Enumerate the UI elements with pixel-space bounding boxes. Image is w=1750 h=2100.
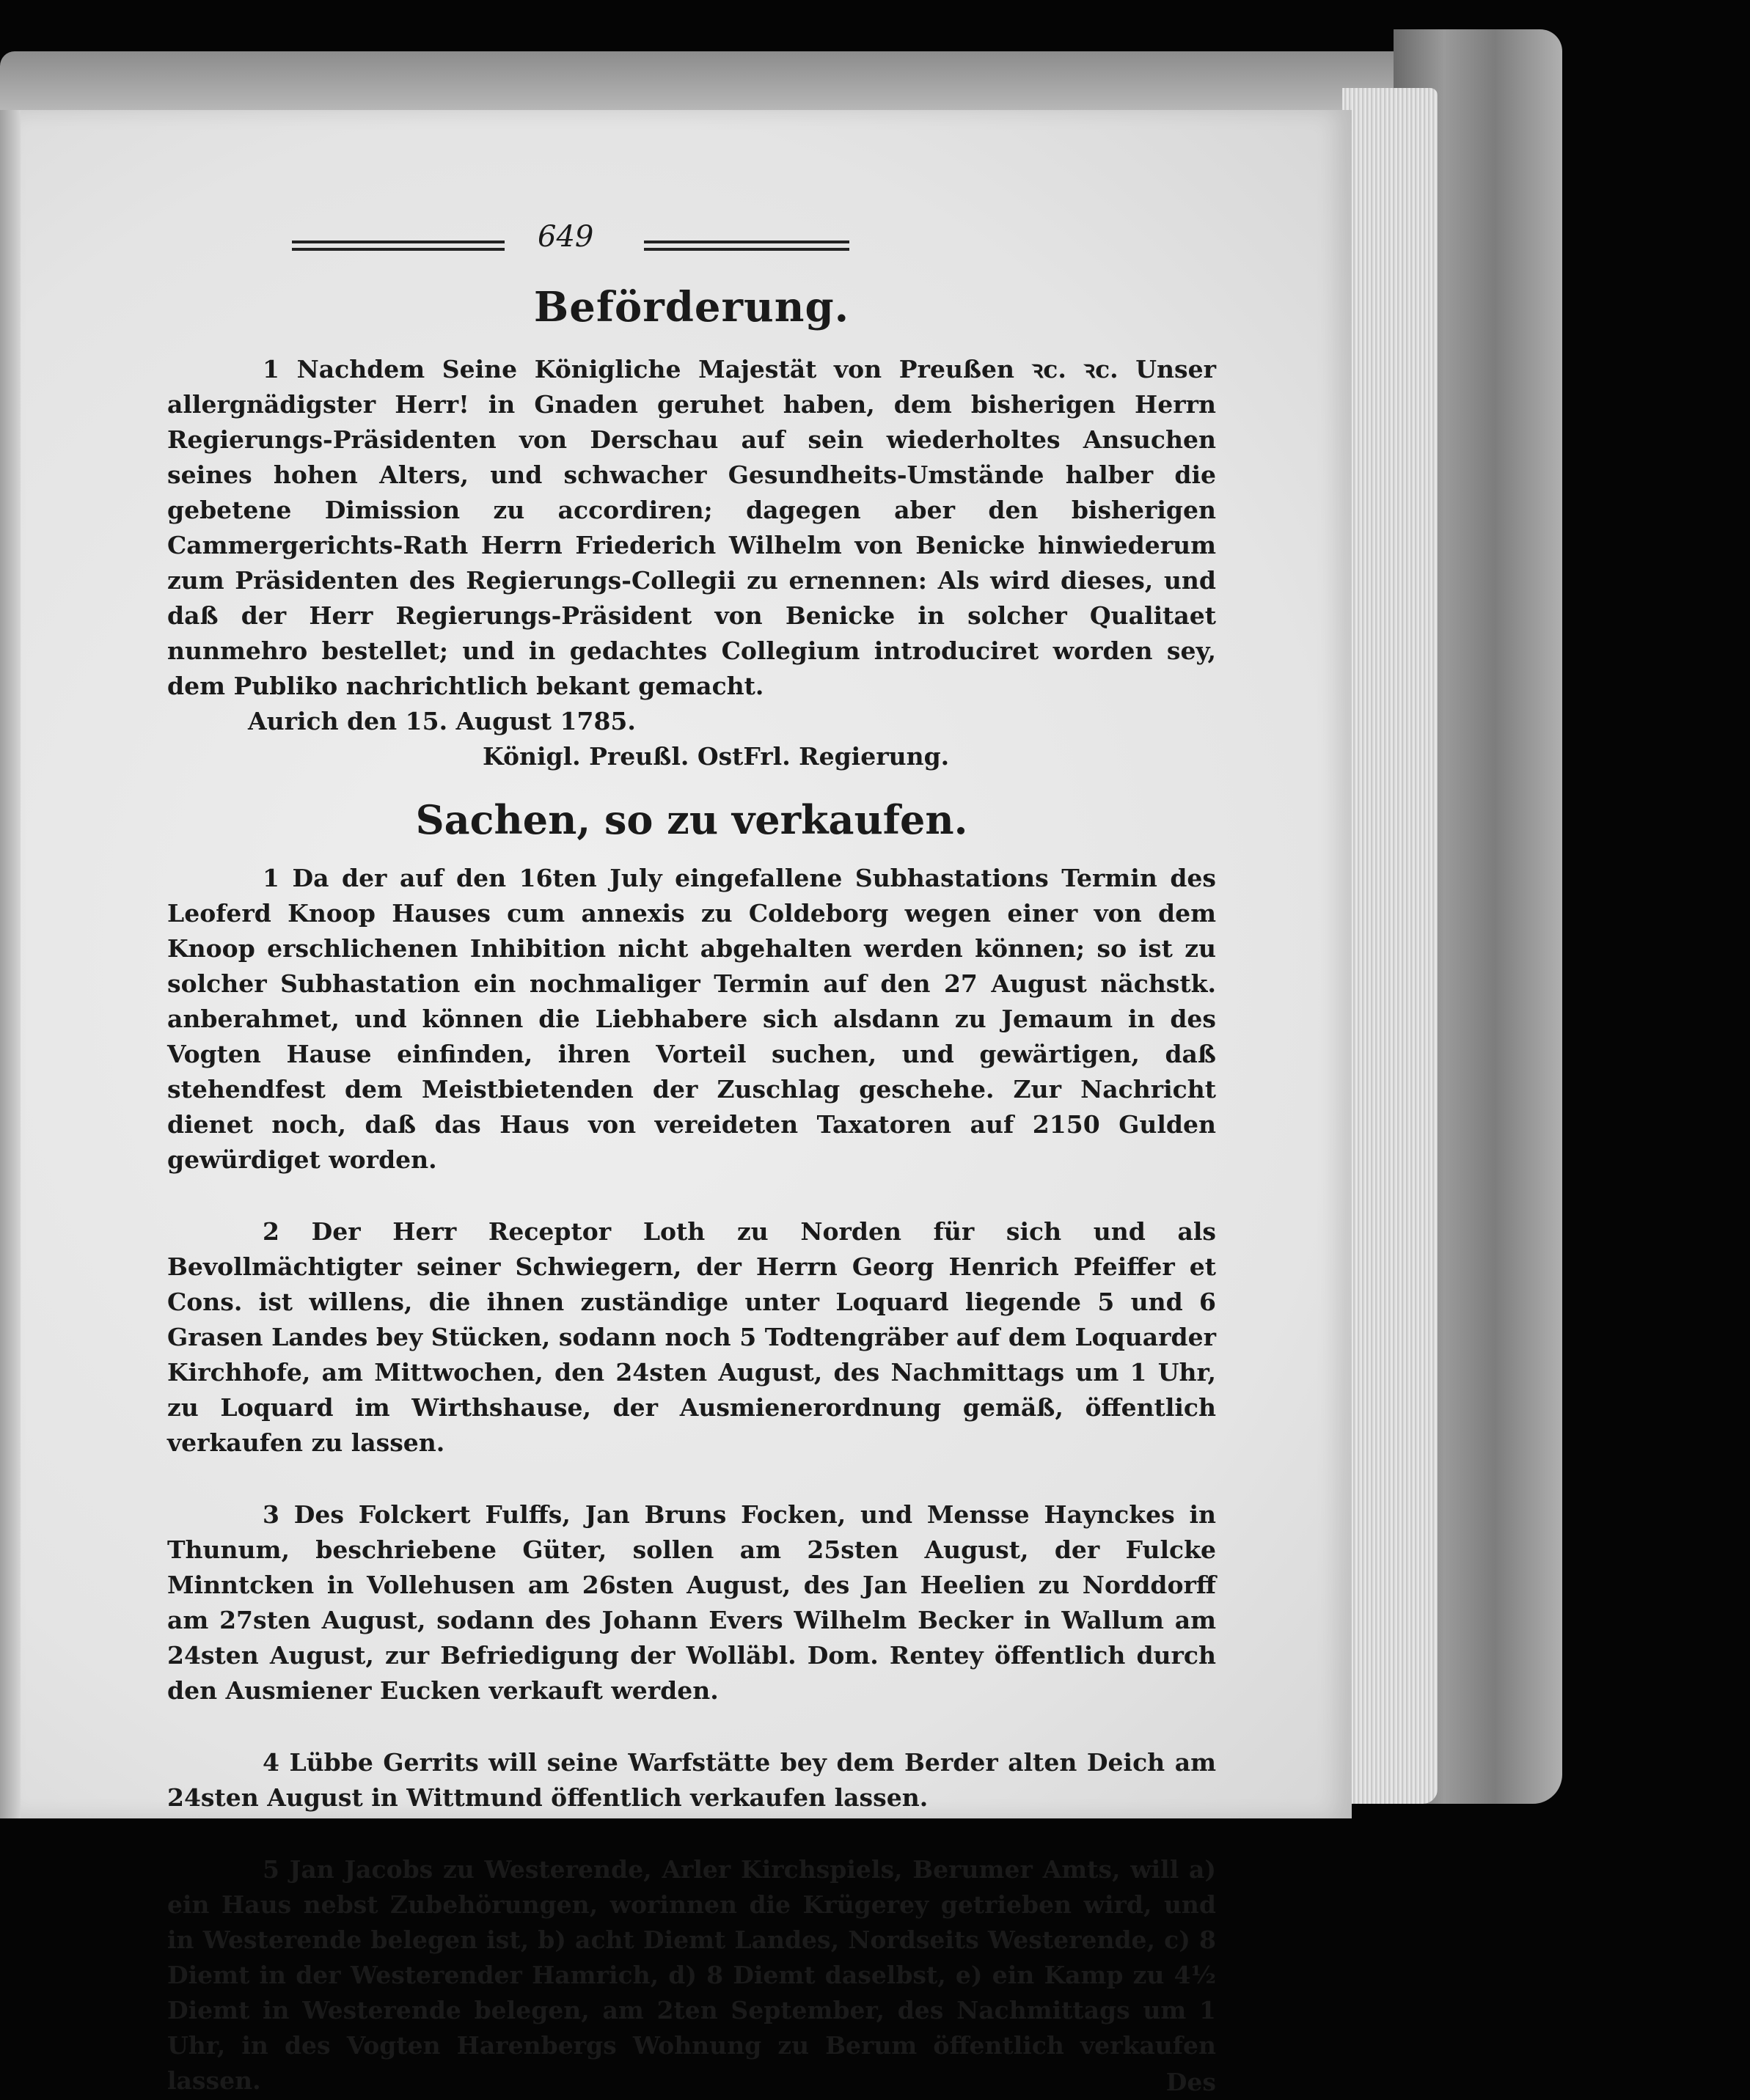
sale-item-1: 1 Da der auf den 16ten July eingefallene Subhastations Termin des Leoferd Knoop Hauses cum annexis zu Coldeborg wegen einer von dem Knoop erschlichenen Inhibition nicht abgehalten werden können; so ist zu solcher Subhastation ein nochmaliger Termin auf den 27 August nächstk. anberahmet, und können die Liebhabere sich alsdann zu Jemaum in des Vogten Hause einfinden, ihren Vorteil suchen, und gewärtigen, daß stehendfest dem Meistbietenden der Zuschlag geschehe. Zur Nachricht dienet noch, daß das Haus von vereideten Taxatoren auf 2150 Gulden gewürdiget worden. — [167, 864, 1216, 1174]
section-title-befoerderung: Beförderung. — [533, 283, 850, 331]
header-rule-right — [644, 241, 849, 251]
catchword: Des — [1165, 2068, 1216, 2096]
sale-item-5: 5 Jan Jacobs zu Westerende, Arler Kirchspiels, Berumer Amts, will a) ein Haus nebst Zubehörungen, worinnen die Krügerey getrieben wird, und in Westerende belegen ist, b) acht Diemt Landes, Nordseits Westerende, c) 8 Diemt in der Westerender Hamrich, d) 8 Diemt daselbst, e) ein Kamp zu 4½ Diemt in Westerende belegen, am 2ten September, des Nachmittags um 1 Uhr, in des Vogten Harenbergs Wohnung zu Berum öffentlich verkaufen lassen. — [167, 1855, 1216, 2095]
page-stack-edges — [1342, 88, 1438, 1804]
header-rule-left — [292, 241, 505, 251]
page-number: 649 — [538, 220, 594, 254]
page — [21, 110, 1352, 2096]
left-page-edge — [0, 110, 22, 1818]
sale-item-4: 4 Lübbe Gerrits will seine Warfstätte bey dem Berder alten Deich am 24sten August in Wittmund öffentlich verkaufen lassen. — [167, 1748, 1216, 1812]
announcement-authority: Königl. Preußl. OstFrl. Regierung. — [483, 742, 950, 771]
page-content — [167, 213, 1216, 2100]
page-header — [292, 213, 1099, 271]
section-title-sachen: Sachen, so zu verkaufen. — [415, 796, 968, 843]
book-cover-top — [0, 51, 1540, 117]
sale-item-3: 3 Des Folckert Fulffs, Jan Bruns Focken, und Mensse Haynckes in Thunum, beschriebene Güter, sollen am 25sten August, der Fulcke Minntcken in Vollehusen am 26sten August, des Jan Heelien zu Norddorff am 27sten August, sodann des Johann Evers Wilhelm Becker in Wallum am 24sten August, zur Befriedigung der Wolläbl. Dom. Rentey öffentlich durch den Ausmiener Eucken verkauft werden. — [167, 1500, 1216, 1705]
announcement-date: Aurich den 15. August 1785. — [248, 707, 636, 735]
sale-item-2: 2 Der Herr Receptor Loth zu Norden für sich und als Bevollmächtigter seiner Schwiegern, der Herrn Georg Henrich Pfeiffer et Cons. ist willens, die ihnen zuständige unter Loquard liegende 5 und 6 Grasen Landes bey Stücken, sodann noch 5 Todtengräber auf dem Loquarder Kirchhofe, am Mittwochen, den 24sten August, des Nachmittags um 1 Uhr, zu Loquard im Wirthshause, der Ausmienerordnung gemäß, öffentlich verkaufen zu lassen. — [167, 1217, 1216, 1457]
announcement-paragraph: 1 Nachdem Seine Königliche Majestät von Preußen ꝛc. ꝛc. Unser allergnädigster Herr! in Gnaden geruhet haben, dem bisherigen Herrn Regierungs-Präsidenten von Derschau auf sein wiederholtes Ansuchen seines hohen Alters, und schwacher Gesundheits-Umstände halber die gebetene Dimission zu accordiren; dagegen aber den bisherigen Cammergerichts-Rath Herrn Friederich Wilhelm von Benicke hinwiederum zum Präsidenten des Regierungs-Collegii zu ernennen: Als wird dieses, und daß der Herr Regierungs-Präsident von Benicke in solcher Qualitaet nunmehro bestellet; und in gedachtes Collegium introduciret worden sey, dem Publiko nachrichtlich bekant gemacht. — [167, 355, 1216, 700]
